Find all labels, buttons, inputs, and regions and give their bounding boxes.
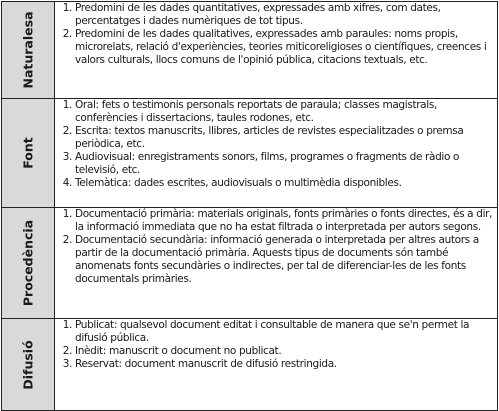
content-cell <box>55 208 498 319</box>
category-cell <box>2 99 55 208</box>
list-item: 2. Inèdit: manuscrit o document no publicat. <box>75 345 497 358</box>
category-cell <box>2 2 55 99</box>
content-cell <box>55 319 498 411</box>
list-item: 1. Oral: fets o testimonis personals reportats de paraula; classes magistrals, conferències i dissertacions, taules rodones, etc. <box>75 99 497 125</box>
category-label-font: Font <box>20 137 36 169</box>
content-cell <box>55 99 498 208</box>
list-item: 2. Predomini de les dades qualitatives, expressades amb paraules: noms propis, microrelats, relació d'experiències, teories miticoreligioses o científiques, creences i valors culturals, llocs comuns de l'opinió pública, citacions textuals, etc. <box>75 28 497 67</box>
content-cell <box>55 2 498 99</box>
category-label-procedencia: Procedència <box>20 219 36 307</box>
list-item: 4. Telemàtica: dades escrites, audiovisuals o multimèdia disponibles. <box>75 177 497 190</box>
table-row-procedencia <box>2 208 498 319</box>
category-label-naturalesa: Naturalesa <box>20 11 36 89</box>
list-item: 1. Documentació primària: materials originals, fonts primàries o fonts directes, és a dir, la informació immediata que no ha estat filtrada o interpretada per autors segons. <box>75 208 497 234</box>
list-item: 2. Documentació secundària: informació generada o interpretada per altres autors a partir de la documentació primària. Aquests tipus de documents són també anomenats fonts secundàries o indirectes, per tal de diferenciar-les de les fonts documentals primàries. <box>75 234 497 286</box>
item-list <box>55 319 497 371</box>
item-list <box>55 99 497 190</box>
list-item: 1. Publicat: qualsevol document editat i consultable de manera que se'n permet la difusió pública. <box>75 319 497 345</box>
list-item: 3. Reservat: document manuscrit de difusió restringida. <box>75 358 497 371</box>
list-item: 2. Escrita: textos manuscrits, llibres, articles de revistes especialitzades o premsa periòdica, etc. <box>75 125 497 151</box>
category-label-difusio: Difusió <box>20 339 36 390</box>
classification-table <box>1 1 498 411</box>
category-cell <box>2 319 55 411</box>
list-item: 3. Audiovisual: enregistraments sonors, films, programes o fragments de ràdio o televisió, etc. <box>75 151 497 177</box>
table-row-difusio <box>2 319 498 411</box>
table-row-naturalesa <box>2 2 498 99</box>
table-row-font <box>2 99 498 208</box>
list-item: 1. Predomini de les dades quantitatives, expressades amb xifres, com dates, percentatges i dades numèriques de tot tipus. <box>75 2 497 28</box>
item-list <box>55 2 497 67</box>
category-cell <box>2 208 55 319</box>
item-list <box>55 208 497 286</box>
